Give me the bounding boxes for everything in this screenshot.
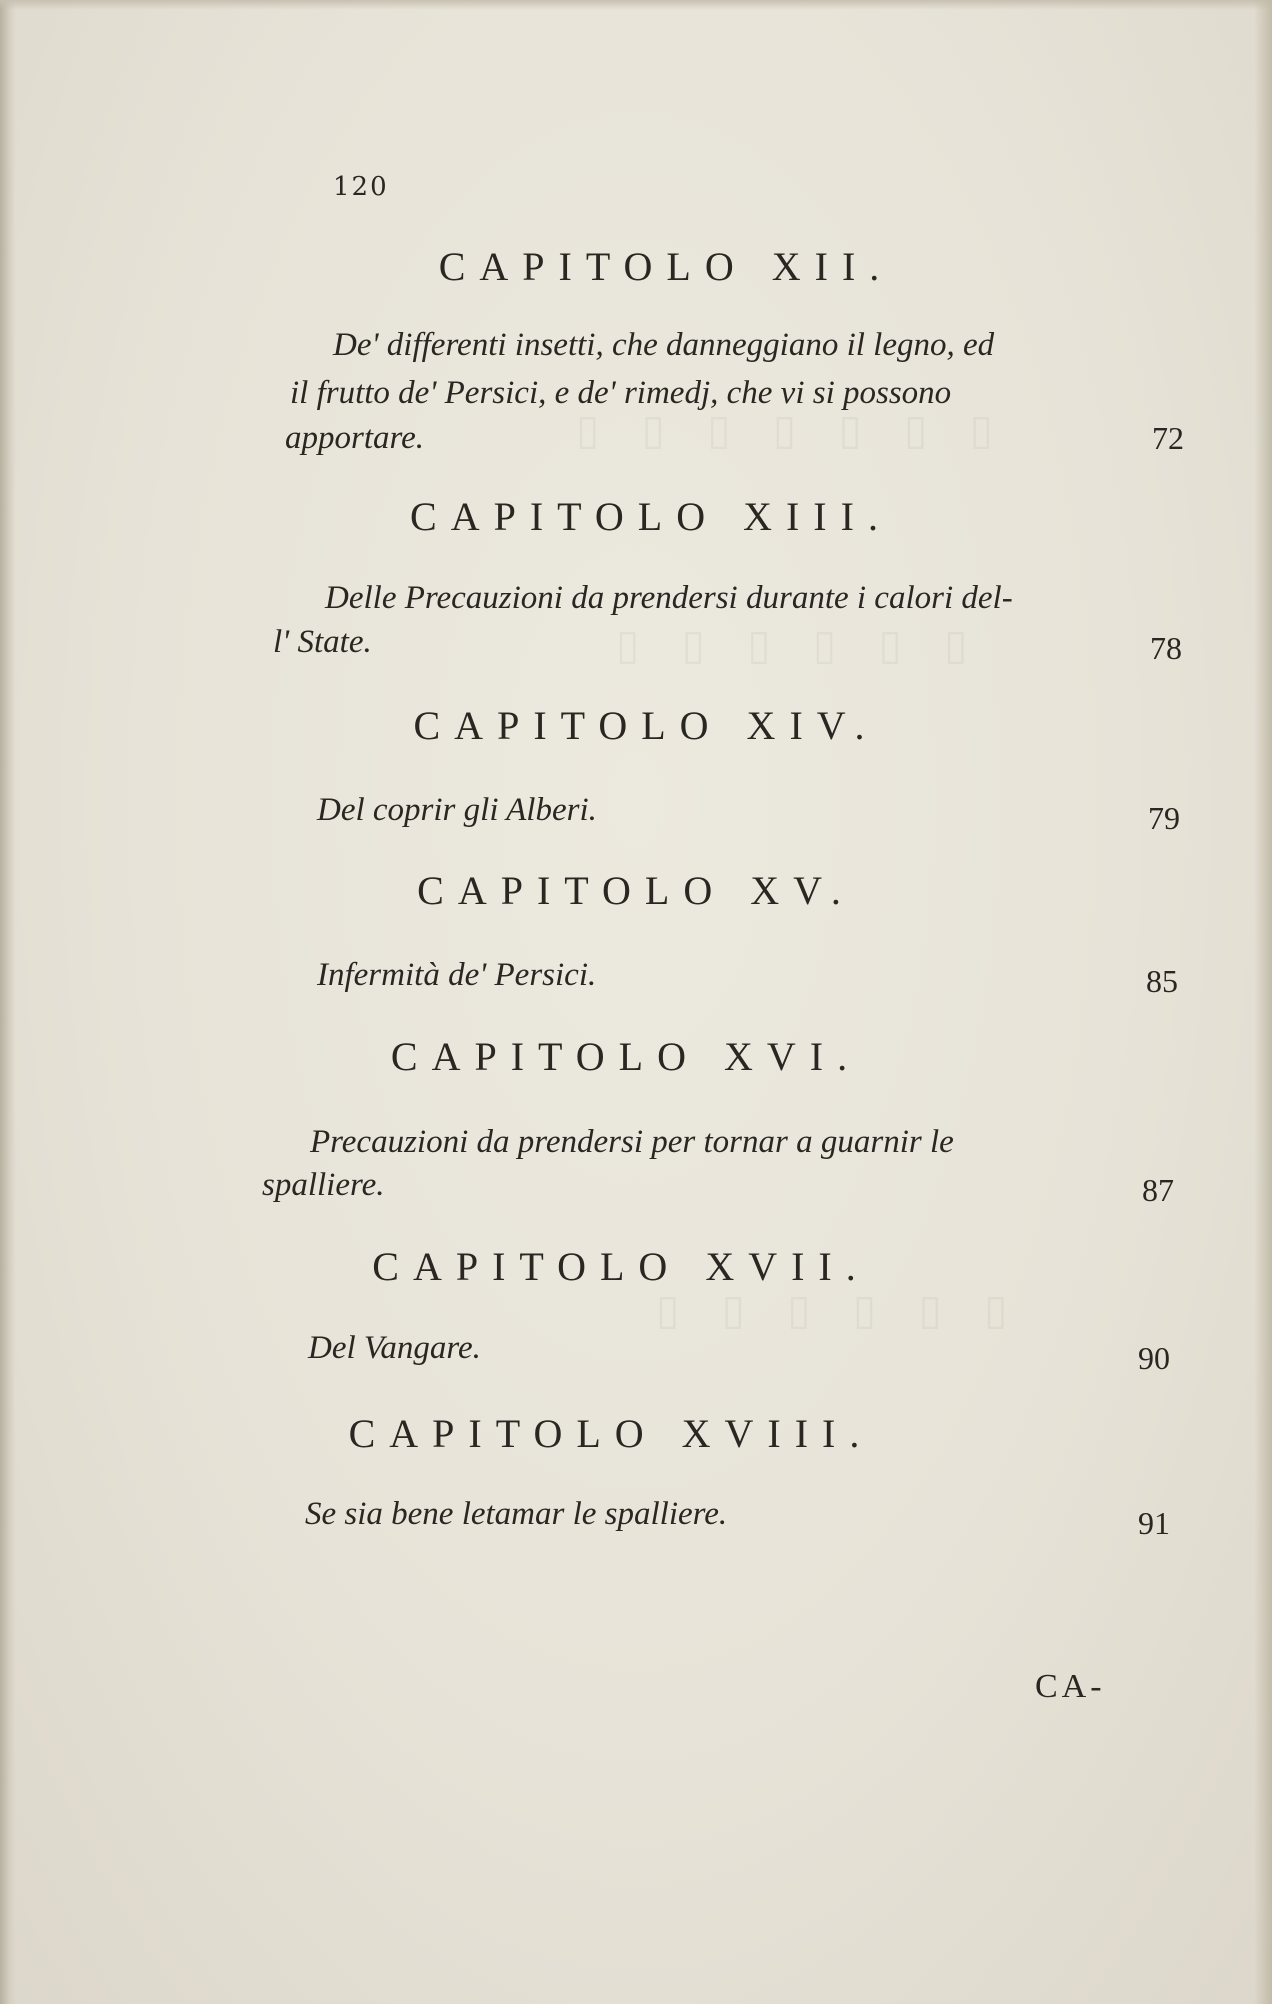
entry-line: Del Vangare.	[308, 1330, 481, 1366]
page-reference: 85	[1146, 963, 1178, 999]
page-reference: 91	[1138, 1505, 1170, 1541]
entry-line: De' differenti insetti, che danneggiano il legno, ed	[333, 327, 995, 363]
show-through-mark: ▯ ▯ ▯ ▯ ▯ ▯	[640, 1288, 1008, 1334]
entry-line: spalliere.	[262, 1167, 385, 1203]
entry-line: Del coprir gli Alberi.	[317, 792, 597, 828]
page-reference: 78	[1150, 630, 1182, 666]
entry-line: Precauzioni da prendersi per tornar a guarnir le	[310, 1124, 954, 1160]
chapter-heading: CAPITOLO XVIII.	[348, 1411, 874, 1456]
page-reference: 87	[1142, 1172, 1174, 1208]
page-number: 120	[333, 172, 389, 202]
page-reference: 79	[1148, 800, 1180, 836]
entry-line: Delle Precauzioni da prendersi durante i calori del-	[325, 580, 1013, 616]
entry-line: Infermità de' Persici.	[317, 957, 597, 993]
chapter-heading: CAPITOLO XVII.	[372, 1244, 870, 1289]
show-through-mark: ▯ ▯ ▯ ▯ ▯ ▯ ▯	[560, 408, 993, 454]
chapter-heading: CAPITOLO XIV.	[413, 703, 879, 748]
page-reference: 72	[1152, 420, 1184, 456]
show-through-mark: ▯ ▯ ▯ ▯ ▯ ▯	[600, 623, 968, 669]
chapter-heading: CAPITOLO XIII.	[410, 494, 892, 539]
page-reference: 90	[1138, 1340, 1170, 1376]
page-edge-right	[1254, 0, 1272, 2004]
chapter-heading: CAPITOLO XII.	[438, 244, 894, 289]
entry-line: il frutto de' Persici, e de' rimedj, che vi si possono	[290, 375, 952, 411]
chapter-heading: CAPITOLO XVI.	[390, 1034, 862, 1079]
entry-line: apportare.	[285, 420, 425, 456]
catchword: CA-	[1035, 1668, 1106, 1705]
entry-line: l' State.	[273, 624, 372, 660]
page-edge-top	[0, 0, 1272, 10]
chapter-heading: CAPITOLO XV.	[417, 868, 855, 913]
entry-line: Se sia bene letamar le spalliere.	[305, 1496, 728, 1532]
page-edge-left	[0, 0, 16, 2004]
